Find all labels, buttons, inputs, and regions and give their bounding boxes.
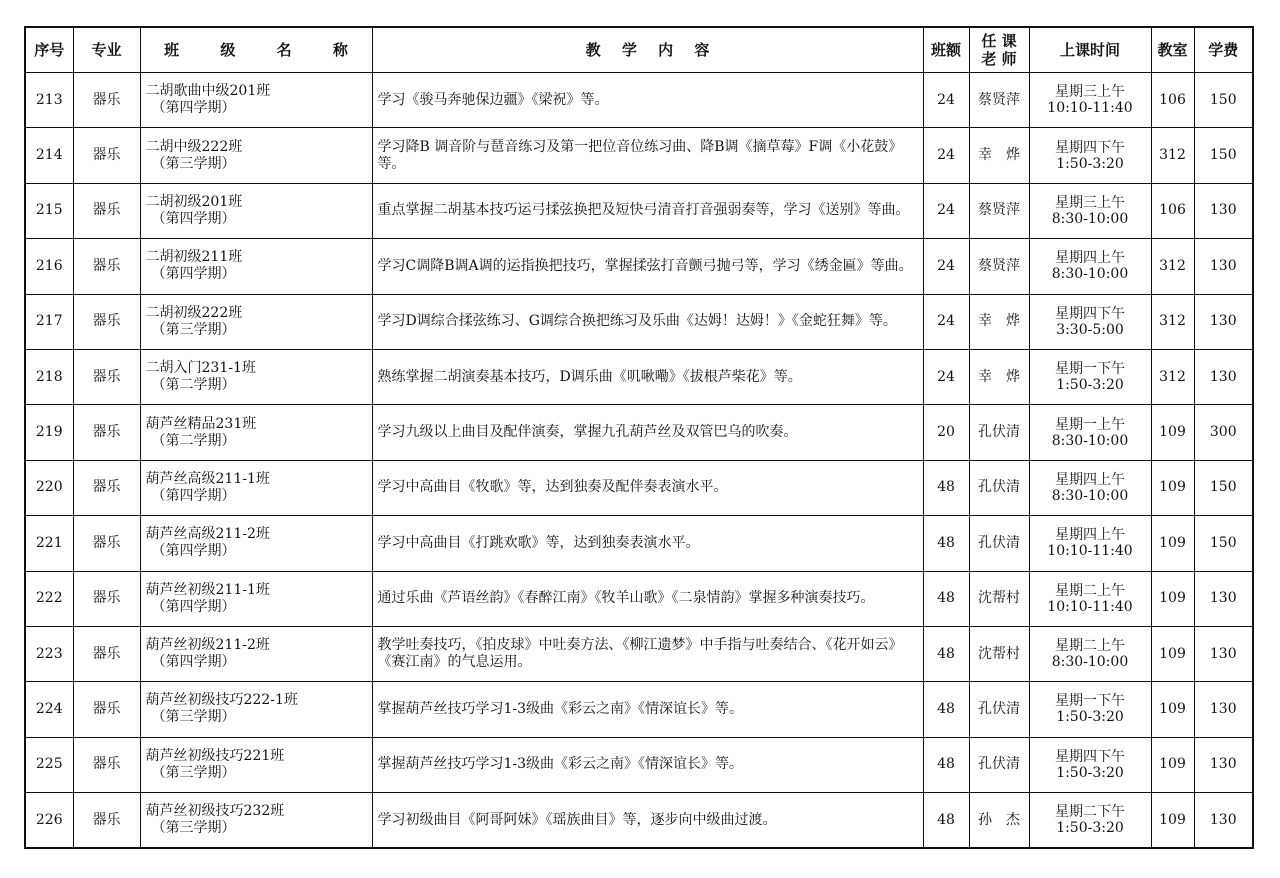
cell-room: 312 (1151, 128, 1194, 183)
cell-fee: 300 (1194, 405, 1253, 460)
cell-class (140, 571, 372, 626)
cell-time-hours: 8:30-10:00 (1051, 487, 1129, 504)
cell-fee: 150 (1194, 460, 1253, 515)
cell-content: 学习中高曲目《牧歌》等，达到独奏及配伴奏表演水平。 (372, 460, 923, 515)
cell-class-name: 葫芦丝初级211-2班 (145, 637, 270, 654)
cell-class-name: 二胡入门231-1班 (145, 360, 256, 377)
cell-content: 学习《骏马奔驰保边疆》《梁祝》等。 (372, 73, 923, 128)
cell-class-term: （第二学期） (151, 432, 236, 449)
cell-time (1029, 183, 1151, 238)
cell-major: 器乐 (73, 128, 140, 183)
cell-time-hours: 8:30-10:00 (1051, 266, 1129, 283)
cell-class (140, 128, 372, 183)
cell-room: 109 (1151, 405, 1194, 460)
header-class-name-text: 班 级 名 称 (164, 40, 366, 59)
cell-major: 器乐 (73, 793, 140, 849)
cell-room: 312 (1151, 294, 1194, 349)
cell-major: 器乐 (73, 183, 140, 238)
cell-class (140, 737, 372, 792)
cell-major: 器乐 (73, 737, 140, 792)
cell-content: 学习初级曲目《阿哥阿妹》《瑶族曲目》等，逐步向中级曲过渡。 (372, 793, 923, 849)
cell-class-term: （第三学期） (151, 709, 236, 726)
cell-room: 109 (1151, 682, 1194, 737)
cell-time (1029, 737, 1151, 792)
cell-class-name: 葫芦丝初级211-1班 (145, 581, 270, 598)
table-body (25, 73, 1253, 849)
cell-class-term: （第四学期） (151, 543, 236, 560)
course-table (24, 26, 1254, 849)
cell-class (140, 405, 372, 460)
cell-size: 48 (923, 460, 969, 515)
cell-room: 109 (1151, 460, 1194, 515)
cell-class-term: （第三学期） (151, 764, 236, 781)
cell-time (1029, 128, 1151, 183)
header-size: 班额 (923, 27, 969, 73)
cell-size: 20 (923, 405, 969, 460)
cell-size: 24 (923, 73, 969, 128)
table-row (25, 571, 1253, 626)
cell-time-day: 星期二下午 (1055, 804, 1125, 821)
cell-fee: 130 (1194, 349, 1253, 404)
cell-class-name: 葫芦丝高级211-1班 (145, 470, 270, 487)
cell-time (1029, 682, 1151, 737)
table-row (25, 793, 1253, 849)
cell-time-day: 星期四下午 (1055, 748, 1125, 765)
cell-fee: 130 (1194, 571, 1253, 626)
cell-class (140, 516, 372, 571)
cell-class-term: （第四学期） (151, 266, 236, 283)
cell-no: 223 (25, 626, 73, 681)
cell-teacher: 蔡贤萍 (969, 183, 1029, 238)
cell-fee: 130 (1194, 737, 1253, 792)
cell-no: 214 (25, 128, 73, 183)
cell-no: 225 (25, 737, 73, 792)
cell-time-hours: 3:30-5:00 (1056, 321, 1124, 338)
cell-time (1029, 294, 1151, 349)
cell-time (1029, 405, 1151, 460)
cell-class-name: 葫芦丝高级211-2班 (145, 526, 270, 543)
cell-time-day: 星期四上午 (1055, 471, 1125, 488)
cell-content: 教学吐奏技巧，《拍皮球》中吐奏方法、《柳江遗梦》中手指与吐奏结合、《花开如云》《赛江南》的气息运用。 (372, 626, 923, 681)
cell-class-term: （第四学期） (151, 654, 236, 671)
table-row (25, 460, 1253, 515)
cell-no: 218 (25, 349, 73, 404)
cell-no: 224 (25, 682, 73, 737)
cell-major: 器乐 (73, 294, 140, 349)
table-row (25, 73, 1253, 128)
cell-major: 器乐 (73, 239, 140, 294)
cell-content: 学习九级以上曲目及配伴演奏，掌握九孔葫芦丝及双管巴乌的吹奏。 (372, 405, 923, 460)
cell-size: 24 (923, 128, 969, 183)
cell-room: 109 (1151, 571, 1194, 626)
cell-major: 器乐 (73, 349, 140, 404)
cell-size: 48 (923, 571, 969, 626)
cell-content: 学习中高曲目《打跳欢歌》等，达到独奏表演水平。 (372, 516, 923, 571)
cell-class-term: （第三学期） (151, 155, 236, 172)
cell-time (1029, 626, 1151, 681)
header-time: 上课时间 (1029, 27, 1151, 73)
cell-no: 213 (25, 73, 73, 128)
cell-time-hours: 1:50-3:20 (1056, 820, 1124, 837)
cell-content: 掌握葫芦丝技巧学习1-3级曲《彩云之南》《情深谊长》等。 (372, 682, 923, 737)
cell-class-name: 葫芦丝初级技巧221班 (145, 747, 285, 764)
cell-class-name: 葫芦丝初级技巧232班 (145, 803, 285, 820)
cell-class (140, 793, 372, 849)
cell-time-hours: 8:30-10:00 (1051, 210, 1129, 227)
cell-size: 48 (923, 626, 969, 681)
cell-class-term: （第四学期） (151, 487, 236, 504)
cell-time (1029, 460, 1151, 515)
cell-class-name: 葫芦丝初级技巧222-1班 (145, 692, 298, 709)
cell-major: 器乐 (73, 571, 140, 626)
header-fee: 学费 (1194, 27, 1253, 73)
cell-time-day: 星期一下午 (1055, 361, 1125, 378)
cell-major: 器乐 (73, 682, 140, 737)
cell-content: 熟练掌握二胡演奏基本技巧，D调乐曲《叽啾嘞》《拔根芦柴花》等。 (372, 349, 923, 404)
table-row (25, 349, 1253, 404)
cell-fee: 130 (1194, 626, 1253, 681)
cell-time-hours: 10:10-11:40 (1047, 100, 1133, 117)
cell-time-hours: 1:50-3:20 (1056, 155, 1124, 172)
cell-no: 222 (25, 571, 73, 626)
table-row (25, 682, 1253, 737)
cell-teacher: 幸 烨 (969, 294, 1029, 349)
cell-time (1029, 571, 1151, 626)
table-row (25, 737, 1253, 792)
cell-time-hours: 10:10-11:40 (1047, 598, 1133, 615)
header-teacher (969, 27, 1029, 73)
cell-teacher: 沈帮村 (969, 626, 1029, 681)
table-row (25, 405, 1253, 460)
header-room: 教室 (1151, 27, 1194, 73)
cell-teacher: 孙 杰 (969, 793, 1029, 849)
cell-content: 学习C调降B调A调的运指换把技巧，掌握揉弦打音颤弓抛弓等，学习《绣金匾》等曲。 (372, 239, 923, 294)
cell-time-hours: 10:10-11:40 (1047, 543, 1133, 560)
header-teacher-line2: 老 师 (981, 50, 1017, 68)
cell-time-day: 星期一上午 (1055, 416, 1125, 433)
cell-major: 器乐 (73, 516, 140, 571)
cell-class (140, 73, 372, 128)
cell-class-term: （第二学期） (151, 377, 236, 394)
cell-content: 重点掌握二胡基本技巧运弓揉弦换把及短快弓清音打音强弱奏等，学习《送别》等曲。 (372, 183, 923, 238)
cell-teacher: 孔伏清 (969, 405, 1029, 460)
cell-time (1029, 516, 1151, 571)
cell-class (140, 294, 372, 349)
cell-time-day: 星期三上午 (1055, 194, 1125, 211)
cell-fee: 150 (1194, 516, 1253, 571)
cell-teacher: 幸 烨 (969, 128, 1029, 183)
cell-no: 215 (25, 183, 73, 238)
cell-teacher: 孔伏清 (969, 737, 1029, 792)
table-row (25, 128, 1253, 183)
cell-time (1029, 239, 1151, 294)
cell-class (140, 626, 372, 681)
cell-teacher: 孔伏清 (969, 460, 1029, 515)
cell-room: 109 (1151, 516, 1194, 571)
cell-time-day: 星期二上午 (1055, 582, 1125, 599)
cell-content: 通过乐曲《芦语丝韵》《春醉江南》《牧羊山歌》《二泉情韵》掌握多种演奏技巧。 (372, 571, 923, 626)
cell-room: 312 (1151, 239, 1194, 294)
header-content (372, 27, 923, 73)
header-teacher-line1: 任 课 (981, 32, 1017, 50)
cell-time-hours: 8:30-10:00 (1051, 432, 1129, 449)
cell-fee: 130 (1194, 682, 1253, 737)
cell-time-day: 星期四上午 (1055, 527, 1125, 544)
header-no: 序号 (25, 27, 73, 73)
table-row (25, 294, 1253, 349)
cell-major: 器乐 (73, 460, 140, 515)
header-content-text: 教 学 内 容 (585, 40, 718, 59)
cell-major: 器乐 (73, 626, 140, 681)
cell-content: 学习D调综合揉弦练习、G调综合换把练习及乐曲《达姆！达姆！》《金蛇狂舞》等。 (372, 294, 923, 349)
cell-class-name: 二胡中级222班 (145, 138, 243, 155)
cell-fee: 150 (1194, 73, 1253, 128)
cell-no: 216 (25, 239, 73, 294)
cell-class (140, 460, 372, 515)
cell-no: 219 (25, 405, 73, 460)
header-major: 专业 (73, 27, 140, 73)
cell-room: 109 (1151, 793, 1194, 849)
table-row (25, 516, 1253, 571)
cell-no: 221 (25, 516, 73, 571)
schedule-page (24, 26, 1254, 849)
cell-time-day: 星期二上午 (1055, 638, 1125, 655)
cell-fee: 130 (1194, 294, 1253, 349)
cell-time-hours: 1:50-3:20 (1056, 709, 1124, 726)
cell-teacher: 幸 烨 (969, 349, 1029, 404)
cell-no: 226 (25, 793, 73, 849)
cell-teacher: 蔡贤萍 (969, 73, 1029, 128)
cell-major: 器乐 (73, 73, 140, 128)
header-class-name (140, 27, 372, 73)
cell-size: 24 (923, 239, 969, 294)
cell-size: 24 (923, 183, 969, 238)
cell-content: 掌握葫芦丝技巧学习1-3级曲《彩云之南》《情深谊长》等。 (372, 737, 923, 792)
cell-class-term: （第三学期） (151, 321, 236, 338)
cell-time-hours: 1:50-3:20 (1056, 377, 1124, 394)
cell-room: 106 (1151, 183, 1194, 238)
cell-class-term: （第三学期） (151, 820, 236, 837)
cell-class-name: 葫芦丝精品231班 (145, 415, 257, 432)
cell-teacher: 沈帮村 (969, 571, 1029, 626)
cell-time-hours: 1:50-3:20 (1056, 764, 1124, 781)
cell-size: 48 (923, 793, 969, 849)
cell-class-name: 二胡初级211班 (145, 249, 243, 266)
cell-class (140, 239, 372, 294)
cell-no: 217 (25, 294, 73, 349)
cell-time-hours: 8:30-10:00 (1051, 654, 1129, 671)
cell-no: 220 (25, 460, 73, 515)
cell-class (140, 183, 372, 238)
cell-time-day: 星期四下午 (1055, 139, 1125, 156)
cell-class (140, 349, 372, 404)
cell-class-term: （第四学期） (151, 210, 236, 227)
table-header (25, 27, 1253, 73)
cell-room: 106 (1151, 73, 1194, 128)
cell-time (1029, 349, 1151, 404)
table-row (25, 239, 1253, 294)
cell-class-name: 二胡歌曲中级201班 (145, 83, 271, 100)
cell-time (1029, 793, 1151, 849)
cell-major: 器乐 (73, 405, 140, 460)
cell-teacher: 孔伏清 (969, 682, 1029, 737)
table-row (25, 626, 1253, 681)
cell-time-day: 星期四上午 (1055, 250, 1125, 267)
cell-size: 24 (923, 294, 969, 349)
cell-class (140, 682, 372, 737)
cell-class-name: 二胡初级201班 (145, 193, 243, 210)
cell-fee: 130 (1194, 793, 1253, 849)
cell-time-day: 星期四下午 (1055, 305, 1125, 322)
table-row (25, 183, 1253, 238)
cell-teacher: 蔡贤萍 (969, 239, 1029, 294)
cell-time-day: 星期三上午 (1055, 84, 1125, 101)
cell-size: 48 (923, 516, 969, 571)
cell-time (1029, 73, 1151, 128)
cell-room: 109 (1151, 737, 1194, 792)
cell-size: 24 (923, 349, 969, 404)
cell-class-term: （第四学期） (151, 598, 236, 615)
cell-content: 学习降B 调音阶与琶音练习及第一把位音位练习曲、降B调《摘草莓》F调《小花鼓》等。 (372, 128, 923, 183)
cell-class-name: 二胡初级222班 (145, 304, 243, 321)
cell-fee: 130 (1194, 239, 1253, 294)
cell-time-day: 星期一下午 (1055, 693, 1125, 710)
cell-size: 48 (923, 682, 969, 737)
cell-room: 109 (1151, 626, 1194, 681)
cell-class-term: （第四学期） (151, 100, 236, 117)
cell-size: 48 (923, 737, 969, 792)
cell-teacher: 孔伏清 (969, 516, 1029, 571)
cell-fee: 150 (1194, 128, 1253, 183)
cell-room: 312 (1151, 349, 1194, 404)
cell-fee: 130 (1194, 183, 1253, 238)
